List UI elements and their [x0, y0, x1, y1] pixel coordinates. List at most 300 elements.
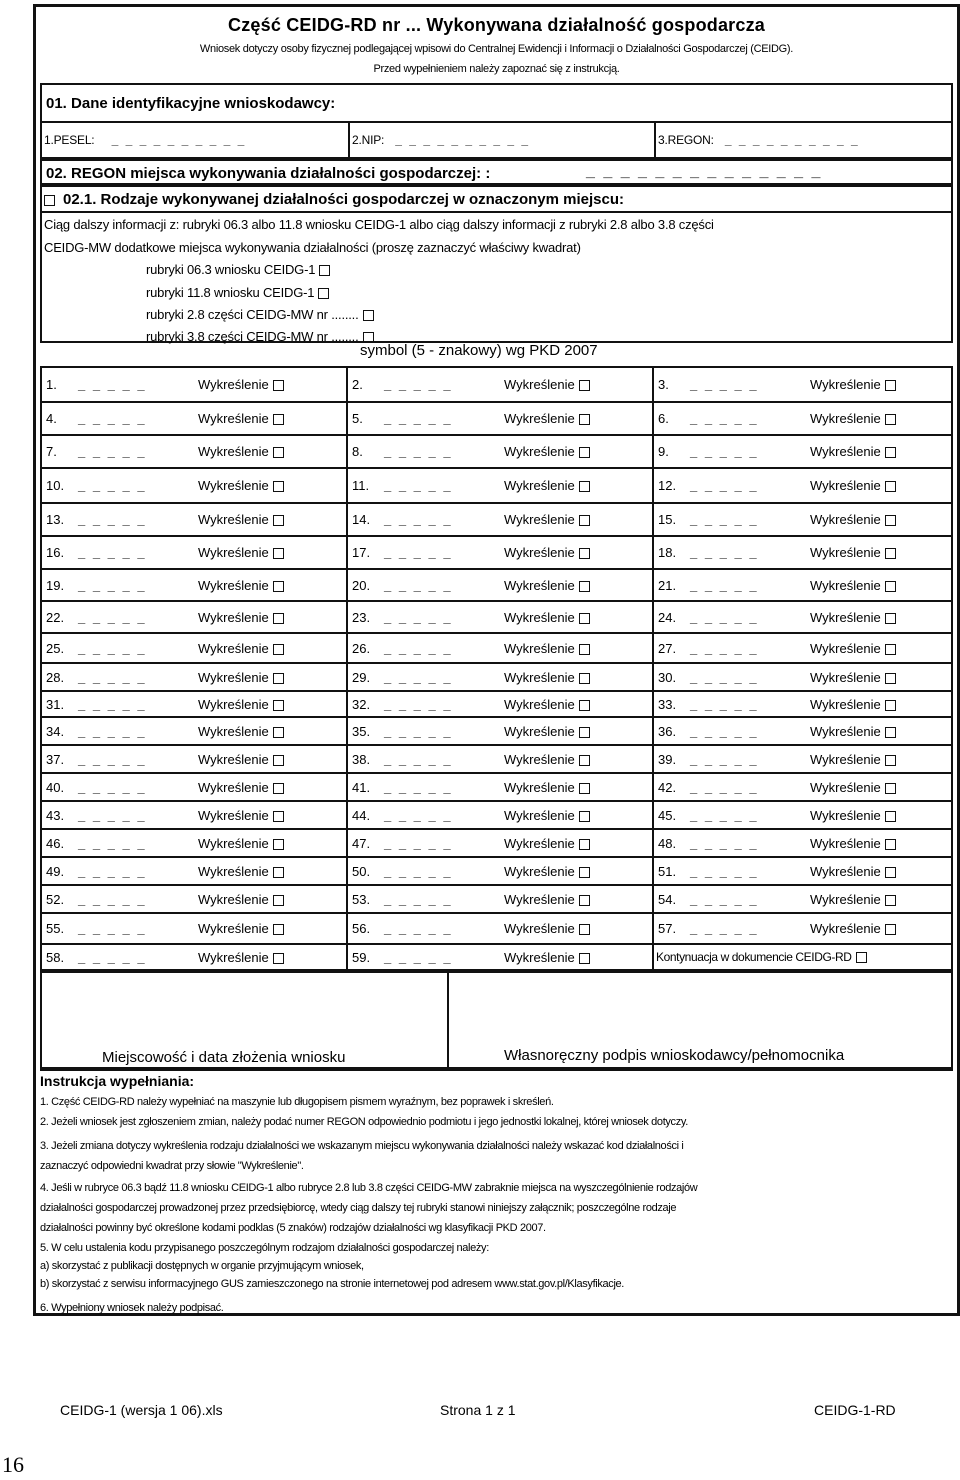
wykreslenie-checkbox[interactable]: [273, 953, 284, 964]
wykreslenie-checkbox[interactable]: [885, 380, 896, 391]
wykreslenie-label: Wykreślenie: [810, 512, 881, 527]
pkd-code-input-dashes[interactable]: _ _ _ _ _: [690, 863, 759, 879]
pkd-code-entry[interactable]: [654, 914, 955, 943]
wykreslenie-checkbox[interactable]: [885, 867, 896, 878]
section-01-heading: 01. Dane identyfikacyjne wnioskodawcy:: [46, 95, 336, 112]
wykreslenie-option[interactable]: [504, 950, 590, 965]
wykreslenie-option[interactable]: [504, 444, 590, 459]
pkd-code-entry[interactable]: [654, 830, 955, 856]
wykreslenie-checkbox[interactable]: [885, 811, 896, 822]
pkd-entry-number: 29.: [352, 669, 371, 685]
signature-label: Własnoręczny podpis wnioskodawcy/pełnomocnika: [504, 1047, 845, 1064]
wykreslenie-option[interactable]: [504, 411, 590, 426]
pkd-code-input-dashes[interactable]: _ _ _ _ _: [690, 669, 759, 685]
pkd-code-input-dashes[interactable]: _ _ _ _ _: [78, 751, 147, 767]
wykreslenie-label: Wykreślenie: [810, 723, 881, 739]
pkd-code-input-dashes[interactable]: _ _ _ _ _: [690, 807, 759, 823]
wykreslenie-label: Wykreślenie: [810, 891, 881, 907]
wykreslenie-checkbox[interactable]: [885, 700, 896, 711]
wykreslenie-option[interactable]: [198, 892, 284, 907]
pkd-code-input-dashes[interactable]: _ _ _ _ _: [384, 949, 453, 965]
continuation-option[interactable]: [654, 945, 955, 969]
pkd-code-entry[interactable]: [348, 664, 654, 690]
pkd-code-input-dashes[interactable]: _ _ _ _ _: [78, 478, 147, 493]
continuation-label: [656, 950, 867, 964]
pkd-code-entry[interactable]: [42, 664, 348, 690]
wykreslenie-option[interactable]: [504, 610, 590, 625]
pkd-code-input-dashes[interactable]: _ _ _ _ _: [384, 545, 453, 560]
option-rubryki-2-8[interactable]: [146, 307, 374, 322]
pkd-code-entry[interactable]: [654, 403, 955, 434]
pkd-code-entry[interactable]: [348, 602, 654, 632]
pkd-code-entry[interactable]: [654, 537, 955, 568]
option-label: rubryki 2.8 części CEIDG-MW nr ........: [146, 307, 359, 322]
wykreslenie-option[interactable]: [504, 697, 590, 712]
wykreslenie-checkbox[interactable]: [579, 414, 590, 425]
pkd-code-input-dashes[interactable]: _ _ _ _ _: [384, 640, 453, 656]
wykreslenie-option[interactable]: [198, 578, 284, 593]
pkd-code-input-dashes[interactable]: _ _ _ _ _: [78, 863, 147, 879]
wykreslenie-option[interactable]: [198, 641, 284, 656]
pkd-code-entry[interactable]: [654, 718, 955, 744]
wykreslenie-checkbox[interactable]: [273, 613, 284, 624]
wykreslenie-option[interactable]: [810, 836, 896, 851]
wykreslenie-checkbox[interactable]: [273, 380, 284, 391]
wykreslenie-option[interactable]: [810, 545, 896, 560]
wykreslenie-option[interactable]: [198, 864, 284, 879]
pkd-row: [40, 800, 953, 828]
wykreslenie-checkbox[interactable]: [273, 867, 284, 878]
pkd-code-entry[interactable]: [348, 436, 654, 467]
wykreslenie-checkbox[interactable]: [579, 481, 590, 492]
wykreslenie-option[interactable]: [198, 545, 284, 560]
pkd-code-entry[interactable]: [654, 436, 955, 467]
pkd-entry-number: 59.: [352, 949, 371, 965]
wykreslenie-option[interactable]: [504, 724, 590, 739]
pkd-row: [40, 690, 953, 716]
pkd-entry-number: 11.: [352, 478, 370, 493]
pkd-code-entry[interactable]: [348, 774, 654, 800]
wykreslenie-checkbox[interactable]: [579, 581, 590, 592]
pkd-code-entry[interactable]: [348, 634, 654, 662]
wykreslenie-checkbox[interactable]: [273, 839, 284, 850]
section-02-1-heading-text: 02.1. Rodzaje wykonywanej działalności gospodarczej w oznaczonym miejscu:: [63, 191, 624, 208]
option-rubryki-11-8[interactable]: [146, 285, 329, 300]
wykreslenie-option[interactable]: [504, 864, 590, 879]
wykreslenie-option[interactable]: [504, 670, 590, 685]
wykreslenie-checkbox[interactable]: [579, 727, 590, 738]
pkd-entry-number: 9.: [658, 444, 669, 459]
wykreslenie-option[interactable]: [810, 578, 896, 593]
wykreslenie-checkbox[interactable]: [273, 755, 284, 766]
pkd-code-entry[interactable]: [348, 692, 654, 716]
wykreslenie-label: Wykreślenie: [810, 640, 881, 656]
wykreslenie-label: Wykreślenie: [504, 863, 575, 879]
pkd-code-entry[interactable]: [42, 570, 348, 600]
wykreslenie-checkbox[interactable]: [579, 783, 590, 794]
pkd-code-entry[interactable]: [654, 634, 955, 662]
wykreslenie-option[interactable]: [198, 808, 284, 823]
wykreslenie-checkbox[interactable]: [885, 783, 896, 794]
wykreslenie-checkbox[interactable]: [885, 755, 896, 766]
pkd-code-entry[interactable]: [42, 858, 348, 884]
wykreslenie-checkbox[interactable]: [885, 673, 896, 684]
wykreslenie-option[interactable]: [810, 478, 896, 493]
wykreslenie-checkbox[interactable]: [579, 447, 590, 458]
wykreslenie-checkbox[interactable]: [885, 727, 896, 738]
divider: [652, 368, 654, 401]
pkd-code-input-dashes[interactable]: _ _ _ _ _: [690, 835, 759, 851]
divider: [652, 504, 654, 535]
pkd-code-entry[interactable]: [348, 945, 654, 969]
wykreslenie-checkbox[interactable]: [885, 414, 896, 425]
footer-filename: CEIDG-1 (wersja 1 06).xls: [60, 1402, 223, 1418]
instructions-heading: Instrukcja wypełniania:: [40, 1073, 195, 1089]
wykreslenie-checkbox[interactable]: [273, 644, 284, 655]
wykreslenie-option[interactable]: [504, 478, 590, 493]
wykreslenie-option[interactable]: [198, 444, 284, 459]
pkd-code-input-dashes[interactable]: _ _ _ _ _: [690, 444, 759, 459]
wykreslenie-option[interactable]: [504, 545, 590, 560]
pkd-code-entry[interactable]: [654, 692, 955, 716]
pkd-code-entry[interactable]: [42, 403, 348, 434]
wykreslenie-option[interactable]: [198, 411, 284, 426]
pkd-code-input-dashes[interactable]: _ _ _ _ _: [384, 444, 453, 459]
pkd-code-input-dashes[interactable]: _ _ _ _ _: [78, 669, 147, 685]
wykreslenie-option[interactable]: [810, 864, 896, 879]
wykreslenie-option[interactable]: [810, 670, 896, 685]
pkd-code-input-dashes[interactable]: _ _ _ _ _: [78, 444, 147, 459]
pkd-code-input-dashes[interactable]: _ _ _ _ _: [384, 779, 453, 795]
pkd-code-input-dashes[interactable]: _ _ _ _ _: [78, 723, 147, 739]
pkd-code-entry[interactable]: [42, 746, 348, 772]
pkd-entry-number: 1.: [46, 377, 57, 392]
divider: [346, 886, 348, 912]
pkd-code-entry[interactable]: [348, 858, 654, 884]
pkd-code-input-dashes[interactable]: _ _ _ _ _: [690, 609, 759, 625]
pkd-code-entry[interactable]: [42, 830, 348, 856]
wykreslenie-option[interactable]: [810, 724, 896, 739]
wykreslenie-option[interactable]: [198, 670, 284, 685]
pkd-code-input-dashes[interactable]: _ _ _ _ _: [690, 891, 759, 907]
wykreslenie-option[interactable]: [504, 377, 590, 392]
section-02-1-checkbox[interactable]: [44, 195, 55, 206]
wykreslenie-checkbox[interactable]: [579, 700, 590, 711]
pkd-code-input-dashes[interactable]: _ _ _ _ _: [384, 696, 453, 712]
pkd-row: [40, 716, 953, 744]
wykreslenie-option[interactable]: [198, 724, 284, 739]
pkd-code-entry[interactable]: [654, 602, 955, 632]
pkd-code-input-dashes[interactable]: _ _ _ _ _: [78, 835, 147, 851]
wykreslenie-option[interactable]: [198, 377, 284, 392]
nip-field[interactable]: [352, 133, 530, 147]
pkd-code-input-dashes[interactable]: _ _ _ _ _: [384, 751, 453, 767]
wykreslenie-checkbox[interactable]: [273, 548, 284, 559]
wykreslenie-checkbox[interactable]: [885, 644, 896, 655]
wykreslenie-checkbox[interactable]: [885, 613, 896, 624]
pkd-code-input-dashes[interactable]: _ _ _ _ _: [384, 609, 453, 625]
option-rubryki-06-3[interactable]: [146, 262, 330, 277]
pkd-code-entry[interactable]: [348, 746, 654, 772]
pkd-code-entry[interactable]: [348, 403, 654, 434]
pkd-code-entry[interactable]: [42, 886, 348, 912]
pkd-code-input-dashes[interactable]: _ _ _ _ _: [384, 835, 453, 851]
pkd-code-input-dashes[interactable]: _ _ _ _ _: [78, 640, 147, 656]
wykreslenie-option[interactable]: [504, 578, 590, 593]
pkd-code-input-dashes[interactable]: _ _ _ _ _: [690, 512, 759, 527]
pkd-code-entry[interactable]: [348, 802, 654, 828]
pkd-code-input-dashes[interactable]: _ _ _ _ _: [690, 921, 759, 936]
pkd-code-input-dashes[interactable]: _ _ _ _ _: [690, 411, 759, 426]
wykreslenie-checkbox[interactable]: [273, 414, 284, 425]
wykreslenie-option[interactable]: [810, 610, 896, 625]
wykreslenie-checkbox[interactable]: [273, 515, 284, 526]
pkd-code-input-dashes[interactable]: _ _ _ _ _: [384, 891, 453, 907]
wykreslenie-checkbox[interactable]: [273, 924, 284, 935]
pkd-code-entry[interactable]: [348, 570, 654, 600]
wykreslenie-option[interactable]: [198, 610, 284, 625]
wykreslenie-label: Wykreślenie: [198, 779, 269, 795]
wykreslenie-checkbox[interactable]: [885, 895, 896, 906]
divider: [346, 664, 348, 690]
pkd-code-entry[interactable]: [348, 830, 654, 856]
wykreslenie-checkbox[interactable]: [885, 481, 896, 492]
wykreslenie-checkbox[interactable]: [579, 515, 590, 526]
wykreslenie-option[interactable]: [810, 377, 896, 392]
wykreslenie-option[interactable]: [504, 752, 590, 767]
pkd-code-input-dashes[interactable]: _ _ _ _ _: [384, 723, 453, 739]
wykreslenie-label: Wykreślenie: [504, 779, 575, 795]
pkd-code-entry[interactable]: [348, 368, 654, 401]
checkbox[interactable]: [363, 310, 374, 321]
pkd-code-input-dashes[interactable]: _ _ _ _ _: [78, 577, 147, 593]
pkd-code-input-dashes[interactable]: _ _ _ _ _: [384, 807, 453, 823]
wykreslenie-checkbox[interactable]: [885, 515, 896, 526]
place-date-label: Miejscowość i data złożenia wniosku: [102, 1049, 346, 1066]
wykreslenie-option[interactable]: [198, 950, 284, 965]
pkd-code-entry[interactable]: [348, 914, 654, 943]
pkd-code-entry[interactable]: [42, 802, 348, 828]
pkd-code-entry[interactable]: [348, 537, 654, 568]
pkd-code-input-dashes[interactable]: _ _ _ _ _: [78, 807, 147, 823]
wykreslenie-checkbox[interactable]: [273, 700, 284, 711]
checkbox[interactable]: [319, 265, 330, 276]
pkd-code-input-dashes[interactable]: _ _ _ _ _: [690, 377, 759, 392]
wykreslenie-checkbox[interactable]: [273, 811, 284, 822]
pkd-code-input-dashes[interactable]: _ _ _ _ _: [78, 512, 147, 527]
regon-place-input-dashes[interactable]: _ _ _ _ _ _ _ _ _ _ _ _ _ _: [586, 163, 823, 180]
wykreslenie-checkbox[interactable]: [273, 673, 284, 684]
wykreslenie-option[interactable]: [198, 697, 284, 712]
wykreslenie-option[interactable]: [198, 836, 284, 851]
wykreslenie-checkbox[interactable]: [579, 867, 590, 878]
pkd-code-entry[interactable]: [654, 858, 955, 884]
pkd-code-entry[interactable]: [42, 368, 348, 401]
pkd-code-input-dashes[interactable]: _ _ _ _ _: [78, 377, 147, 392]
pkd-code-input-dashes[interactable]: _ _ _ _ _: [690, 696, 759, 712]
pkd-code-input-dashes[interactable]: _ _ _ _ _: [384, 863, 453, 879]
pkd-code-entry[interactable]: [348, 718, 654, 744]
wykreslenie-checkbox[interactable]: [579, 811, 590, 822]
pkd-code-entry[interactable]: [42, 504, 348, 535]
pkd-code-input-dashes[interactable]: _ _ _ _ _: [384, 377, 453, 392]
wykreslenie-option[interactable]: [810, 411, 896, 426]
pkd-entry-number: 46.: [46, 835, 65, 851]
pkd-code-input-dashes[interactable]: _ _ _ _ _: [690, 779, 759, 795]
wykreslenie-option[interactable]: [810, 752, 896, 767]
pkd-code-input-dashes[interactable]: _ _ _ _ _: [384, 669, 453, 685]
pkd-code-input-dashes[interactable]: _ _ _ _ _: [690, 723, 759, 739]
pkd-code-input-dashes[interactable]: _ _ _ _ _: [690, 577, 759, 593]
pkd-code-entry[interactable]: [654, 746, 955, 772]
pkd-entry-number: 38.: [352, 751, 371, 767]
wykreslenie-label: Wykreślenie: [198, 545, 269, 560]
wykreslenie-checkbox[interactable]: [579, 380, 590, 391]
pkd-code-entry[interactable]: [654, 886, 955, 912]
wykreslenie-option[interactable]: [198, 478, 284, 493]
pkd-entry-number: 16.: [46, 545, 65, 560]
pkd-code-input-dashes[interactable]: _ _ _ _ _: [384, 411, 453, 426]
pkd-code-entry[interactable]: [42, 537, 348, 568]
pkd-code-input-dashes[interactable]: _ _ _ _ _: [78, 891, 147, 907]
pkd-code-input-dashes[interactable]: _ _ _ _ _: [690, 751, 759, 767]
pkd-code-input-dashes[interactable]: _ _ _ _ _: [384, 512, 453, 527]
wykreslenie-checkbox[interactable]: [273, 783, 284, 794]
wykreslenie-option[interactable]: [810, 641, 896, 656]
wykreslenie-option[interactable]: [504, 512, 590, 527]
pkd-code-input-dashes[interactable]: _ _ _ _ _: [690, 545, 759, 560]
option-rubryki-3-8[interactable]: [146, 329, 374, 344]
pkd-code-entry[interactable]: [42, 774, 348, 800]
pkd-code-input-dashes[interactable]: _ _ _ _ _: [78, 779, 147, 795]
section-02-1-text-line1: Ciąg dalszy informacji z: rubryki 06.3 albo 11.8 wniosku CEIDG-1 albo ciąg dalszy informacji z rubryki 2.8 albo 3.8 części: [44, 217, 714, 232]
wykreslenie-checkbox[interactable]: [885, 839, 896, 850]
wykreslenie-option[interactable]: [810, 697, 896, 712]
wykreslenie-option[interactable]: [504, 921, 590, 936]
divider: [348, 121, 350, 157]
pkd-code-entry[interactable]: [42, 945, 348, 969]
wykreslenie-checkbox[interactable]: [579, 953, 590, 964]
wykreslenie-label: Wykreślenie: [810, 696, 881, 712]
pkd-entry-number: 49.: [46, 863, 65, 879]
wykreslenie-option[interactable]: [504, 892, 590, 907]
wykreslenie-checkbox[interactable]: [579, 673, 590, 684]
wykreslenie-checkbox[interactable]: [885, 581, 896, 592]
wykreslenie-checkbox[interactable]: [273, 895, 284, 906]
wykreslenie-checkbox[interactable]: [579, 548, 590, 559]
wykreslenie-checkbox[interactable]: [885, 447, 896, 458]
pkd-code-input-dashes[interactable]: _ _ _ _ _: [78, 949, 147, 965]
pkd-code-entry[interactable]: [654, 802, 955, 828]
wykreslenie-option[interactable]: [810, 512, 896, 527]
pkd-code-entry[interactable]: [42, 469, 348, 502]
wykreslenie-option[interactable]: [198, 752, 284, 767]
pkd-code-entry[interactable]: [348, 504, 654, 535]
pkd-code-entry[interactable]: [654, 664, 955, 690]
pkd-code-input-dashes[interactable]: _ _ _ _ _: [78, 696, 147, 712]
section-02-1-heading: [44, 191, 624, 208]
pesel-field[interactable]: [44, 133, 246, 147]
wykreslenie-checkbox[interactable]: [885, 924, 896, 935]
wykreslenie-option[interactable]: [198, 921, 284, 936]
wykreslenie-option[interactable]: [504, 641, 590, 656]
checkbox[interactable]: [318, 288, 329, 299]
pkd-code-input-dashes[interactable]: _ _ _ _ _: [384, 478, 453, 493]
wykreslenie-option[interactable]: [504, 780, 590, 795]
wykreslenie-option[interactable]: [504, 808, 590, 823]
wykreslenie-option[interactable]: [810, 444, 896, 459]
wykreslenie-option[interactable]: [810, 921, 896, 936]
wykreslenie-checkbox[interactable]: [579, 644, 590, 655]
wykreslenie-checkbox[interactable]: [579, 755, 590, 766]
pkd-code-input-dashes[interactable]: _ _ _ _ _: [690, 478, 759, 493]
pkd-code-entry[interactable]: [348, 469, 654, 502]
pkd-code-entry[interactable]: [42, 634, 348, 662]
wykreslenie-checkbox[interactable]: [579, 613, 590, 624]
pkd-code-entry[interactable]: [654, 774, 955, 800]
wykreslenie-label: Wykreślenie: [504, 891, 575, 907]
pkd-code-entry[interactable]: [42, 914, 348, 943]
divider: [346, 436, 348, 467]
pkd-code-entry[interactable]: [654, 469, 955, 502]
pkd-code-entry[interactable]: [654, 570, 955, 600]
continuation-checkbox[interactable]: [856, 952, 867, 963]
pkd-code-input-dashes[interactable]: _ _ _ _ _: [78, 545, 147, 560]
regon-field[interactable]: [658, 133, 860, 147]
wykreslenie-option[interactable]: [504, 836, 590, 851]
instruction-line: 1. Część CEIDG-RD należy wypełniać na maszynie lub długopisem pismem wyraźnym, bez poprawek i skreśleń.: [40, 1096, 554, 1108]
wykreslenie-checkbox[interactable]: [273, 481, 284, 492]
option-label: rubryki 11.8 wniosku CEIDG-1: [146, 285, 315, 300]
wykreslenie-checkbox[interactable]: [579, 839, 590, 850]
wykreslenie-checkbox[interactable]: [273, 447, 284, 458]
pkd-code-input-dashes[interactable]: _ _ _ _ _: [78, 921, 147, 936]
wykreslenie-option[interactable]: [198, 512, 284, 527]
wykreslenie-option[interactable]: [810, 892, 896, 907]
pkd-entry-number: 18.: [658, 545, 677, 560]
pkd-code-entry[interactable]: [42, 692, 348, 716]
divider: [652, 718, 654, 744]
wykreslenie-option[interactable]: [198, 780, 284, 795]
wykreslenie-option[interactable]: [810, 780, 896, 795]
wykreslenie-option[interactable]: [810, 808, 896, 823]
pkd-code-entry[interactable]: [654, 504, 955, 535]
wykreslenie-checkbox[interactable]: [273, 581, 284, 592]
pkd-code-input-dashes[interactable]: _ _ _ _ _: [384, 577, 453, 593]
wykreslenie-checkbox[interactable]: [273, 727, 284, 738]
pkd-code-input-dashes[interactable]: _ _ _ _ _: [384, 921, 453, 936]
pkd-code-input-dashes[interactable]: _ _ _ _ _: [690, 640, 759, 656]
pkd-code-entry[interactable]: [348, 886, 654, 912]
wykreslenie-checkbox[interactable]: [579, 924, 590, 935]
pkd-entry-number: 31.: [46, 696, 65, 712]
pkd-code-entry[interactable]: [42, 436, 348, 467]
divider: [652, 858, 654, 884]
footer-page-info: Strona 1 z 1: [440, 1402, 516, 1418]
instruction-line: 3. Jeżeli zmiana dotyczy wykreślenia rodzaju działalności we wskazanym miejscu wykonywania działalności należy wskazać kod działalności i: [40, 1140, 684, 1152]
pkd-code-input-dashes[interactable]: _ _ _ _ _: [78, 411, 147, 426]
pkd-code-input-dashes[interactable]: _ _ _ _ _: [78, 609, 147, 625]
pkd-entry-number: 37.: [46, 751, 65, 767]
wykreslenie-checkbox[interactable]: [579, 895, 590, 906]
pkd-code-entry[interactable]: [42, 602, 348, 632]
pkd-entry-number: 48.: [658, 835, 677, 851]
divider: [652, 746, 654, 772]
wykreslenie-checkbox[interactable]: [885, 548, 896, 559]
pkd-code-entry[interactable]: [654, 368, 955, 401]
pkd-code-entry[interactable]: [42, 718, 348, 744]
wykreslenie-label: Wykreślenie: [810, 863, 881, 879]
